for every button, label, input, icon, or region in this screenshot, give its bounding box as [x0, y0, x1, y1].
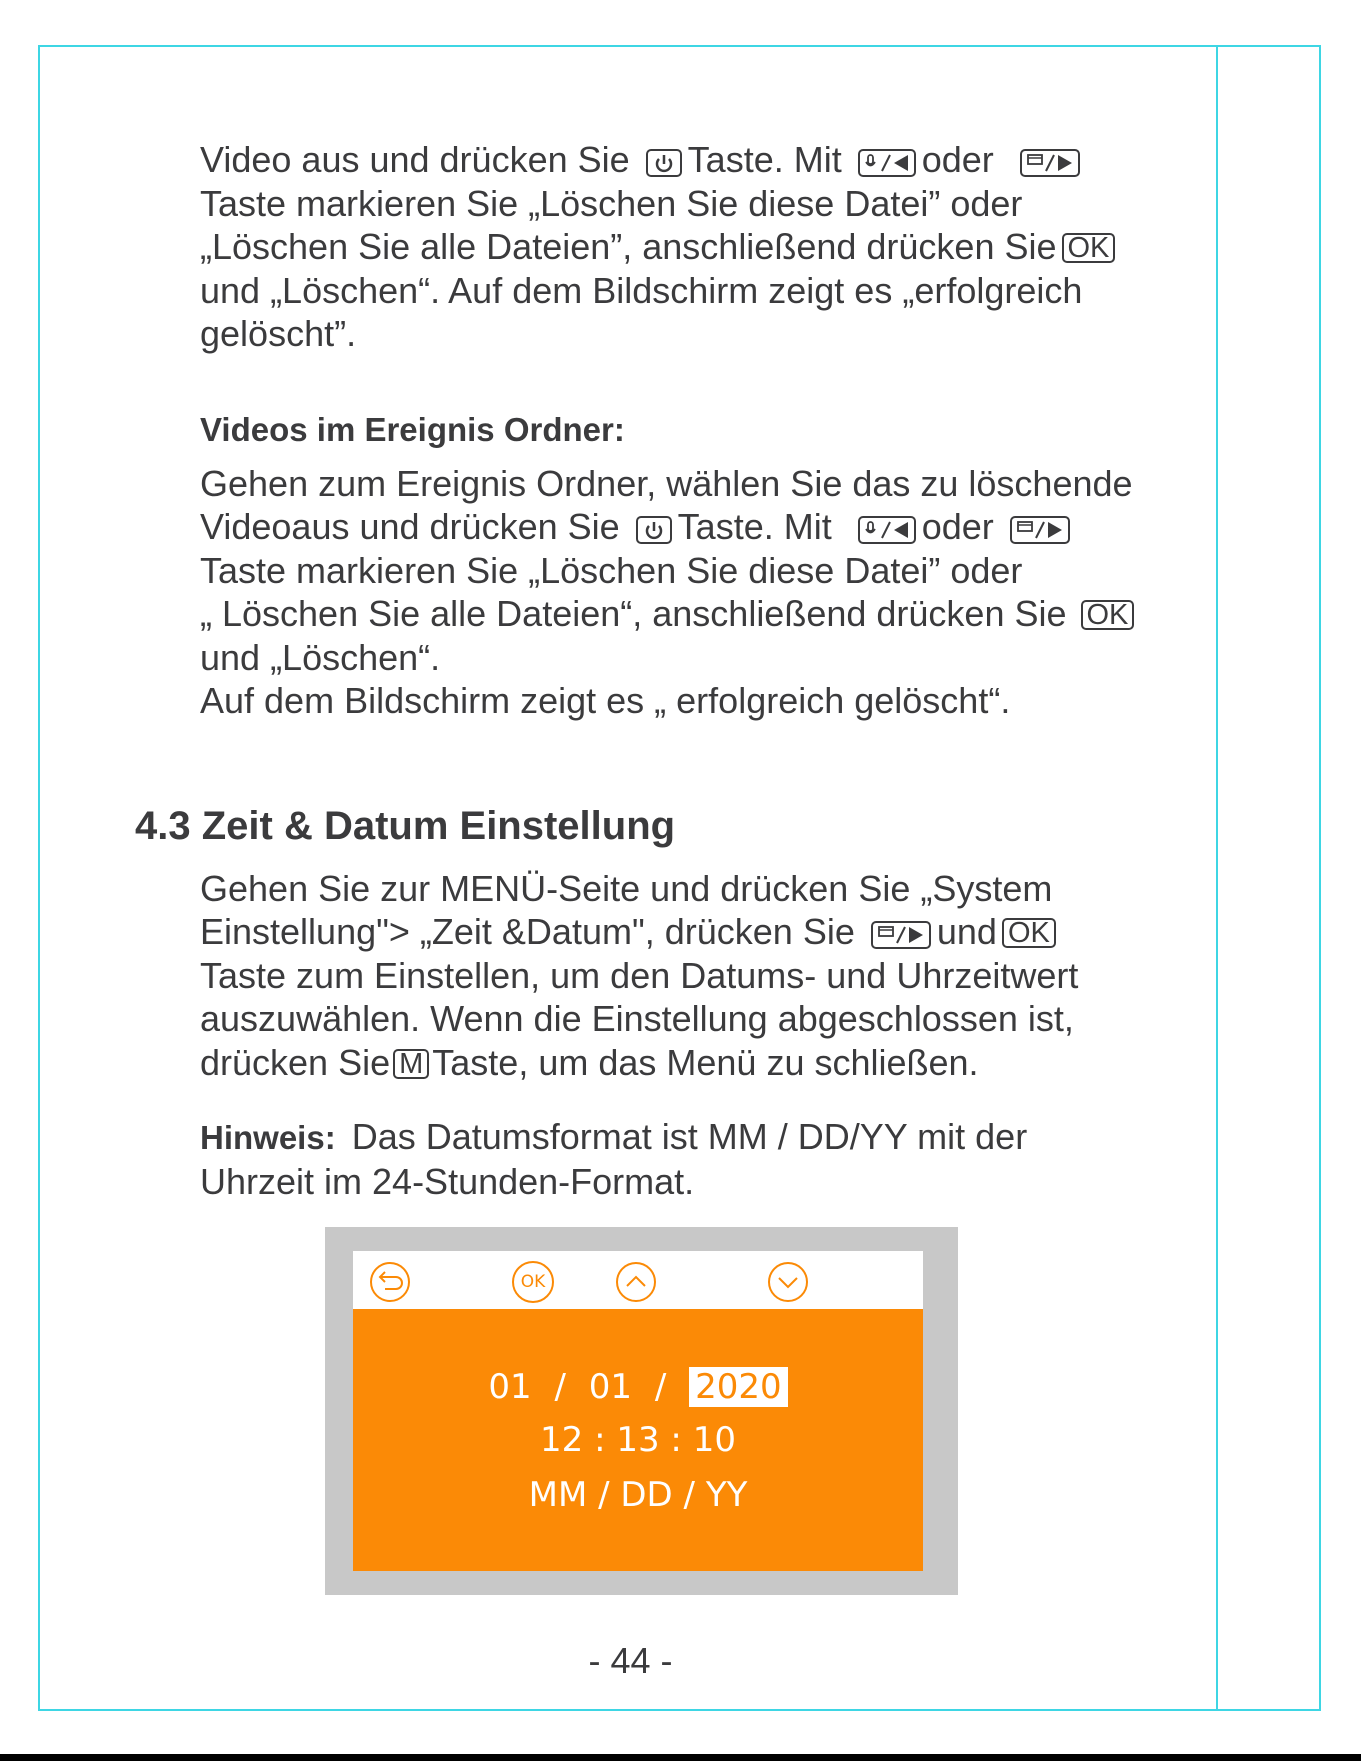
mic-left-key-icon: [858, 516, 916, 544]
format-row: MM / DD / YY: [528, 1475, 748, 1515]
chevron-up-icon: [615, 1261, 657, 1303]
mic-left-key-icon: [858, 149, 916, 177]
event-line4: „ Löschen Sie alle Dateien“, anschließend drücken Sie OK: [200, 592, 1139, 636]
para1-line1: Video aus und drücken Sie Taste. Mit oder: [200, 138, 1086, 182]
time-line4: auszuwählen. Wenn die Einstellung abgeschlossen ist,: [200, 998, 1074, 1039]
time-line3: Taste zum Einstellen, um den Datums- und Uhrzeitwert: [200, 955, 1079, 996]
time-line5: drücken Sie M Taste, um das Menü zu schließen.: [200, 1042, 979, 1083]
chevron-down-icon: [767, 1261, 809, 1303]
folder-right-key-icon: [1020, 149, 1080, 177]
date-time-panel: [353, 1309, 923, 1571]
power-key-icon: [636, 516, 672, 544]
folder-right-key-icon: [1010, 516, 1070, 544]
folder-right-key-icon: [871, 921, 931, 949]
back-icon: [369, 1261, 411, 1303]
date-day: 01: [588, 1367, 632, 1407]
event-folder-heading: Videos im Ereignis Ordner:: [200, 411, 625, 448]
note-line1: Hinweis: Das Datumsformat ist MM / DD/YY mit der: [200, 1116, 1028, 1157]
event-line2: Videoaus und drücken Sie Taste. Mit oder: [200, 505, 1076, 549]
event-line1: Gehen zum Ereignis Ordner, wählen Sie das zu löschende: [200, 463, 1133, 504]
event-line3: Taste markieren Sie „Löschen Sie diese Datei” oder: [200, 550, 1023, 591]
time-line2: Einstellung"> „Zeit &Datum", drücken Sie und OK: [200, 910, 1061, 954]
para1-line3: „Löschen Sie alle Dateien”, anschließend drücken Sie OK: [200, 225, 1120, 269]
ok-icon: OK: [512, 1261, 554, 1303]
date-row: 01 / 01 / 2020: [353, 1367, 923, 1407]
menu-key: M: [393, 1049, 429, 1079]
page-number: - 44 -: [588, 1640, 673, 1681]
power-key-icon: [646, 149, 682, 177]
event-line6: Auf dem Bildschirm zeigt es „ erfolgreich gelöscht“.: [200, 680, 1011, 721]
ok-key: OK: [1081, 600, 1135, 630]
bottom-edge: [0, 1754, 1361, 1761]
ok-key: OK: [1002, 918, 1056, 948]
ok-key: OK: [1062, 233, 1116, 263]
para1-line5: gelöscht”.: [200, 313, 357, 354]
time-row: 12 : 13 : 10: [540, 1420, 736, 1460]
date-month: 01: [488, 1367, 532, 1407]
event-line5: und „Löschen“.: [200, 637, 441, 678]
margin-line: [1216, 45, 1218, 1711]
para1-line2: Taste markieren Sie „Löschen Sie diese Datei” oder: [200, 183, 1023, 224]
note-label: Hinweis:: [200, 1119, 336, 1156]
date-year-selected: 2020: [689, 1367, 788, 1407]
section-heading: 4.3 Zeit & Datum Einstellung: [135, 804, 676, 848]
screen-toolbar: [353, 1251, 923, 1309]
para1-line4: und „Löschen“. Auf dem Bildschirm zeigt es „erfolgreich: [200, 270, 1083, 311]
device-screen: [325, 1227, 958, 1595]
time-line1: Gehen Sie zur MENÜ-Seite und drücken Sie „System: [200, 868, 1053, 909]
note-line2: Uhrzeit im 24-Stunden-Format.: [200, 1161, 695, 1202]
